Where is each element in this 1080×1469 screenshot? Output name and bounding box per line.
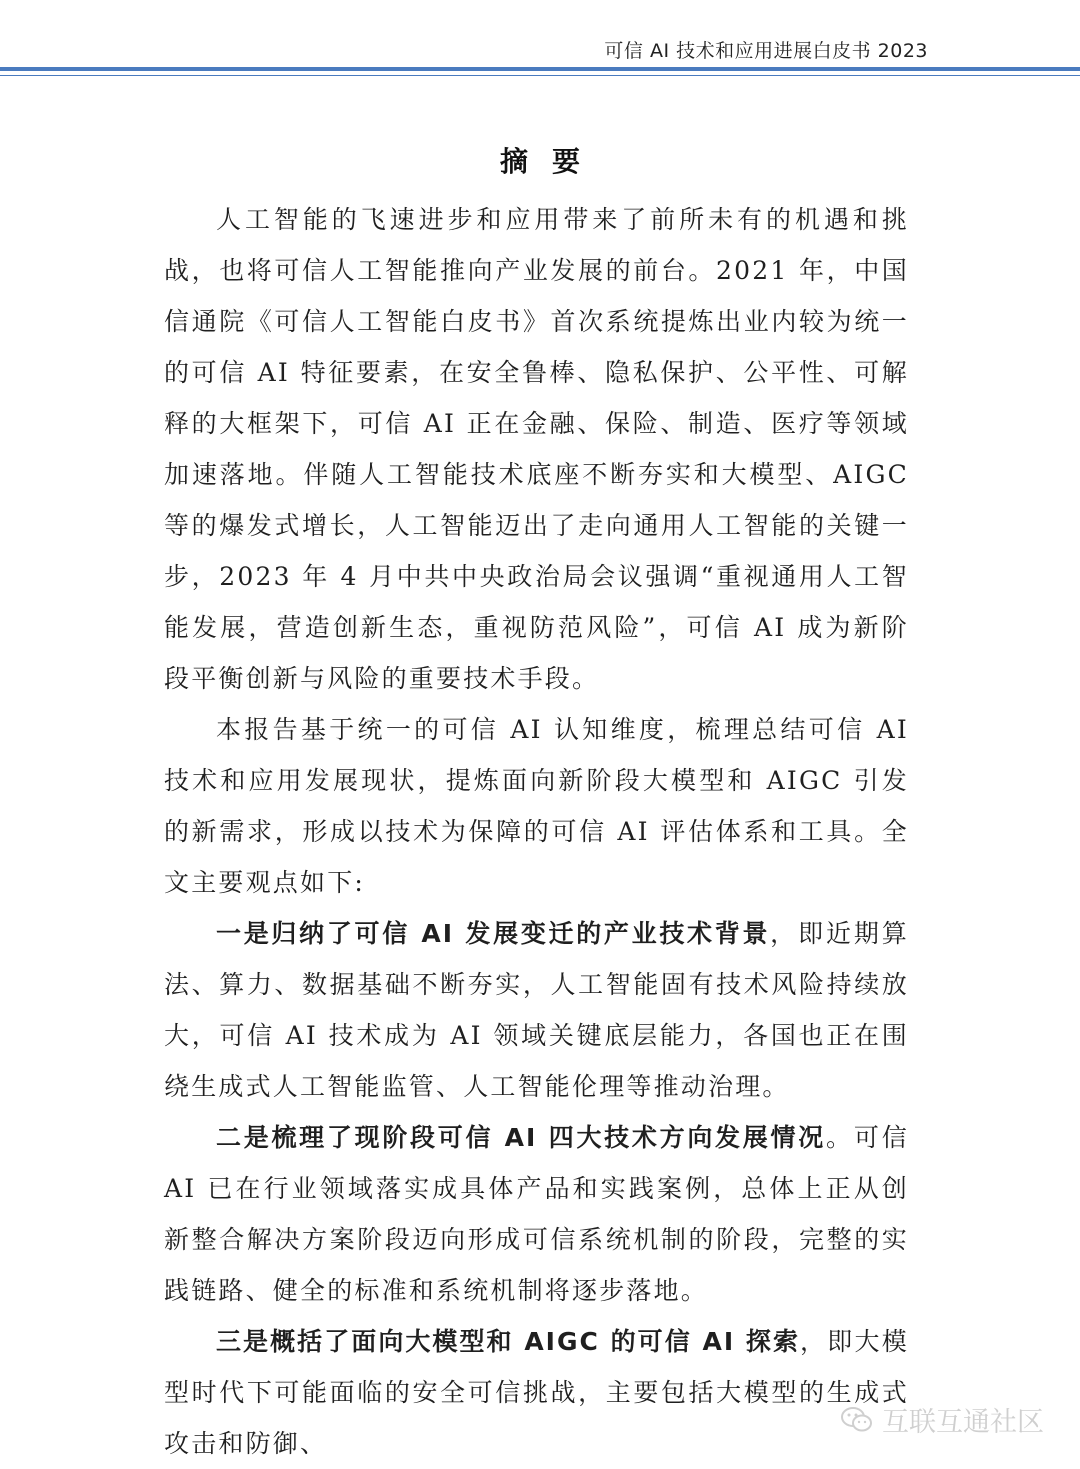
paragraph-lead: 二是梳理了现阶段可信 AI 四大技术方向发展情况 [216,1123,826,1152]
wechat-icon [840,1403,874,1437]
body-text [164,194,909,1469]
paragraph-lead: 三是概括了面向大模型和 AIGC 的可信 AI 探索 [216,1327,801,1356]
paragraph-text: 人工智能的飞速进步和应用带来了前所未有的机遇和挑战，也将可信人工智能推向产业发展的前台。2021 年，中国信通院《可信人工智能白皮书》首次系统提炼出业内较为统一的可信 AI 特征要素，在安全鲁棒、隐私保护、公平性、可解释的大框架下，可信 AI 正在金融、保险、制造、医疗等领域加速落地。伴随人工智能技术底座不断夯实和大模型、AIGC 等的爆发式增长，人工智能迈出了走向通用人工智能的关键一步，2023 年 4 月中共中央政治局会议强调“重视通用人工智能发展，营造创新生态，重视防范风险”，可信 AI 成为新阶段平衡创新与风险的重要技术手段。 [164,205,909,693]
paragraph-lead: 一是归纳了可信 AI 发展变迁的产业技术背景 [216,919,771,948]
paragraph [164,1112,909,1316]
paragraph-text: 本报告基于统一的可信 AI 认知维度，梳理总结可信 AI 技术和应用发展现状，提炼面向新阶段大模型和 AIGC 引发的新需求，形成以技术为保障的可信 AI 评估体系和工具。全文主要观点如下: [164,715,909,897]
paragraph [164,1316,909,1469]
header-rule-thick [0,67,1080,71]
paragraph-text: ，即大模型时代下可能面临的安全可信挑战，主要包括大模型的生成式攻击和防御、 [164,1327,909,1458]
paragraph-text: 。可信 AI 已在行业领域落实成具体产品和实践案例，总体上正从创新整合解决方案阶段迈向形成可信系统机制的阶段，完整的实践链路、健全的标准和系统机制将逐步落地。 [164,1123,909,1305]
paragraph [164,704,909,908]
header-title: 可信 AI 技术和应用进展白皮书 2023 [604,40,928,62]
watermark [840,1400,1044,1439]
paragraph [164,194,909,704]
paragraph [164,908,909,1112]
watermark-text: 互联互通社区 [882,1407,1044,1438]
paragraph-text: ，即近期算法、算力、数据基础不断夯实，人工智能固有技术风险持续放大，可信 AI 技术成为 AI 领域关键底层能力，各国也正在围绕生成式人工智能监管、人工智能伦理等推动治理。 [164,919,909,1101]
header-rule-thin [0,75,1080,76]
page-heading: 摘要 [499,145,604,178]
